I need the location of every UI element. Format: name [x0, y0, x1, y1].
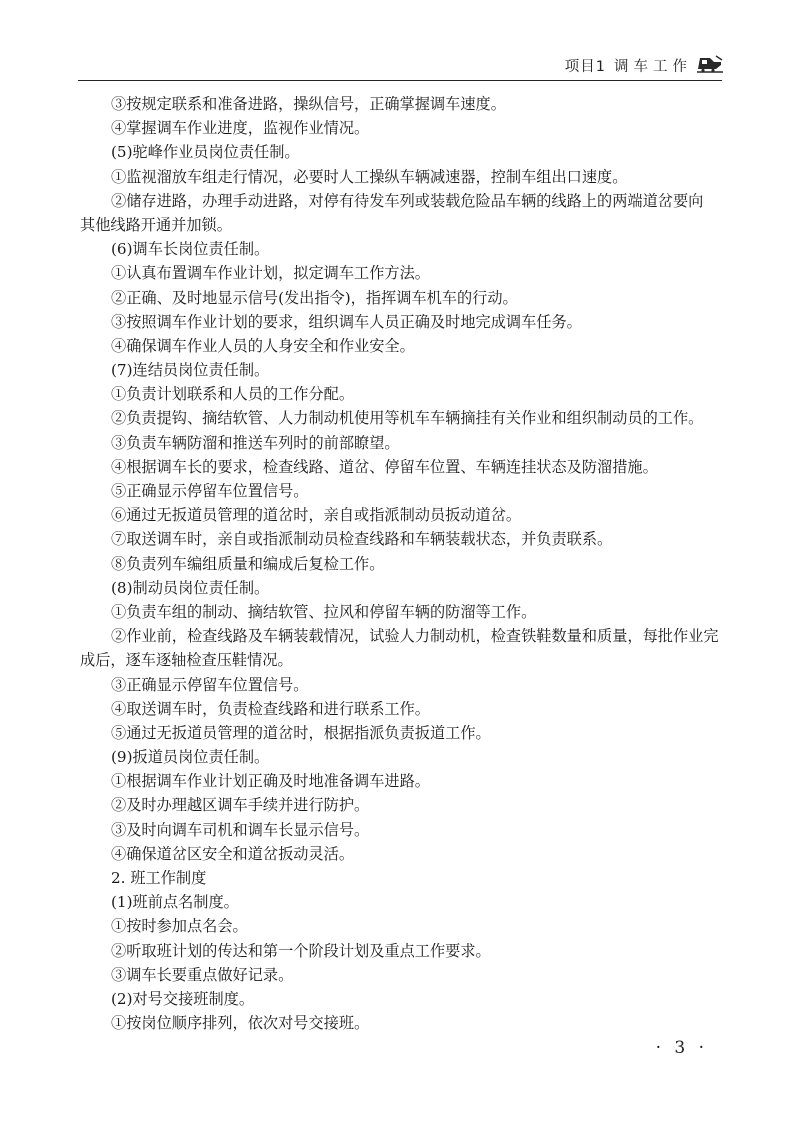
text-line: (2)对号交接班制度。	[111, 989, 255, 1008]
text-line: (9)扳道员岗位责任制。	[111, 748, 270, 767]
text-line: ③按规定联系和准备进路，操纵信号，正确掌握调车速度。	[111, 95, 506, 113]
text-line: ③及时向调车司机和调车长显示信号。	[111, 820, 370, 839]
chapter-title: 调车工作	[614, 59, 692, 75]
page-header	[78, 52, 722, 81]
text-line: ①负责计划联系和人员的工作分配。	[111, 385, 354, 404]
train-icon	[696, 54, 724, 76]
text-line: (8)制动员岗位责任制。	[111, 578, 270, 597]
text-line: ①按时参加点名会。	[111, 917, 248, 936]
text-line: ①负责车组的制动、摘结软管、拉风和停留车辆的防溜等工作。	[111, 602, 537, 621]
text-line: ⑦取送调车时，亲自或指派制动员检查线路和车辆装载状态，并负责联系。	[111, 530, 613, 549]
text-line: (6)调车长岗位责任制。	[111, 240, 270, 259]
text-line: ④取送调车时，负责检查线路和进行联系工作。	[111, 699, 430, 718]
text-line: ①根据调车作业计划正确及时地准备调车进路。	[111, 772, 430, 791]
text-line: 其他线路开通并加锁。	[80, 215, 232, 234]
text-line: ②作业前，检查线路及车辆装载情况，试验人力制动机，检查铁鞋数量和质量，每批作业完	[111, 627, 719, 646]
text-line: ①认真布置调车作业计划，拟定调车工作方法。	[111, 264, 430, 283]
text-line: ③调车长要重点做好记录。	[111, 965, 294, 984]
text-line: 成后，逐车逐轴检查压鞋情况。	[80, 651, 293, 670]
text-line: ④确保调车作业人员的人身安全和作业安全。	[111, 336, 415, 355]
body-text	[80, 92, 720, 1035]
text-line: ②及时办理越区调车手续并进行防护。	[111, 796, 370, 815]
text-line: ④掌握调车作业进度，监视作业情况。	[111, 119, 370, 138]
text-line: ③负责车辆防溜和推送车列时的前部瞭望。	[111, 433, 400, 452]
text-line: ⑤通过无扳道员管理的道岔时，根据指派负责扳道工作。	[111, 723, 491, 742]
text-line: ④根据调车长的要求，检查线路、道岔、停留车位置、车辆连挂状态及防溜措施。	[111, 457, 658, 476]
text-line: (5)驼峰作业员岗位责任制。	[111, 143, 300, 162]
text-line: (7)连结员岗位责任制。	[111, 361, 270, 380]
page-number: · 3 ·	[655, 1038, 708, 1058]
text-line: ⑧负责列车编组质量和编成后复检工作。	[111, 554, 385, 573]
text-line: ②负责提钩、摘结软管、人力制动机使用等机车车辆摘挂有关作业和组织制动员的工作。	[111, 409, 704, 428]
project-label: 项目1	[564, 59, 606, 75]
text-line: ⑤正确显示停留车位置信号。	[111, 482, 309, 500]
text-line: 2. 班工作制度	[111, 869, 207, 887]
text-line: ①按岗位顺序排列，依次对号交接班。	[111, 1014, 370, 1033]
text-line: ⑥通过无扳道员管理的道岔时，亲自或指派制动员扳动道岔。	[111, 506, 522, 525]
text-line: ③按照调车作业计划的要求，组织调车人员正确及时地完成调车任务。	[111, 312, 582, 331]
text-line: ①监视溜放车组走行情况，必要时人工操纵车辆减速器，控制车组出口速度。	[111, 167, 628, 186]
text-line: (1)班前点名制度。	[111, 893, 239, 912]
text-line: ②正确、及时地显示信号(发出指令)，指挥调车机车的行动。	[111, 288, 518, 307]
text-line: ④确保道岔区安全和道岔扳动灵活。	[111, 844, 354, 863]
text-line: ②听取班计划的传达和第一个阶段计划及重点工作要求。	[111, 941, 491, 960]
running-head	[565, 55, 692, 76]
text-line: ②储存进路，办理手动进路，对停有待发车列或装载危险品车辆的线路上的两端道岔要向	[111, 191, 704, 210]
text-line: ③正确显示停留车位置信号。	[111, 675, 309, 694]
